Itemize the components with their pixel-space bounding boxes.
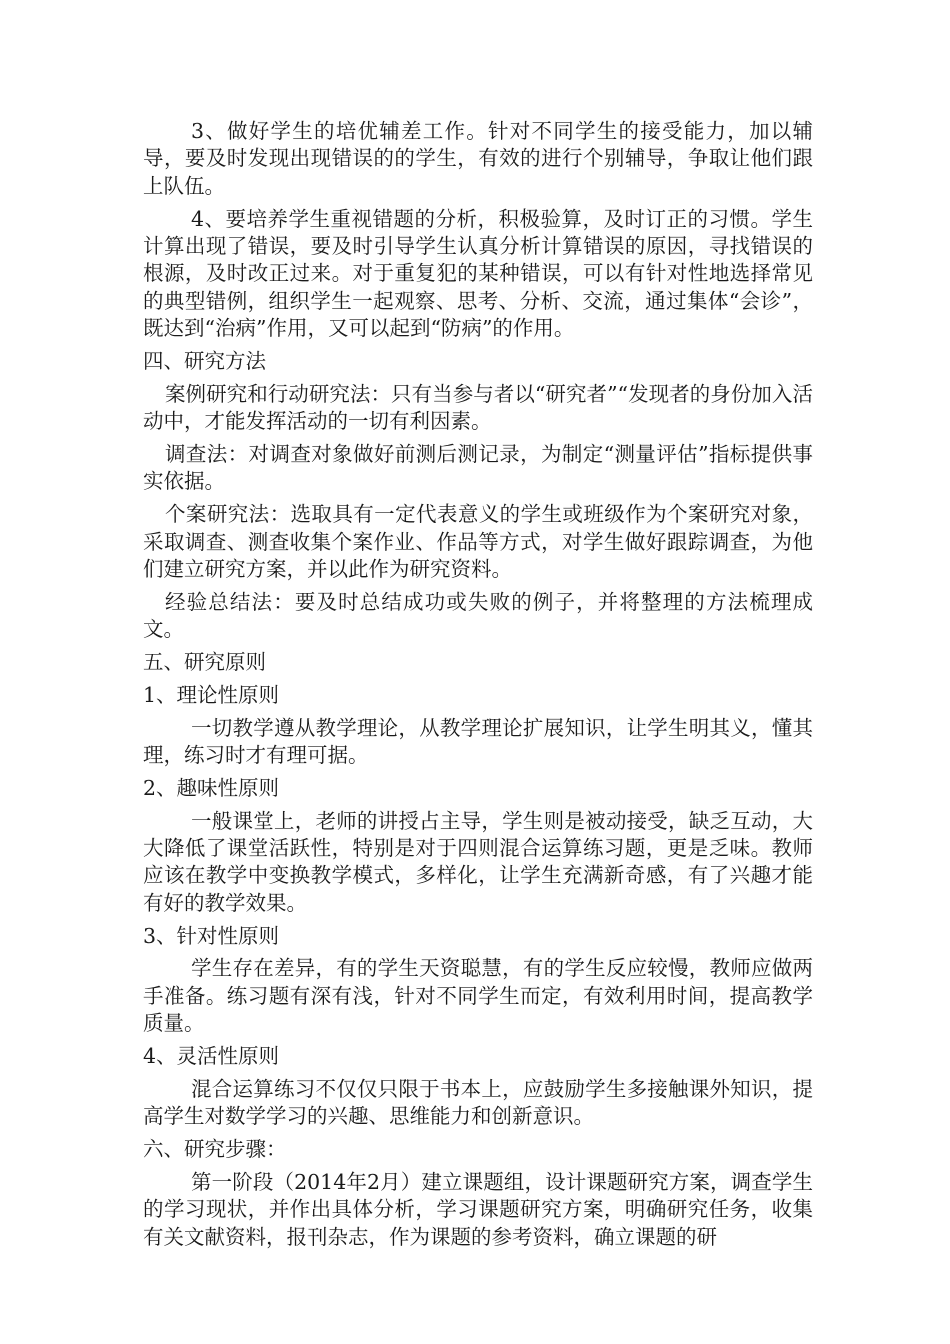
paragraph-stage-one: 第一阶段（2014年2月）建立课题组，设计课题研究方案，调查学生的学习现状，并作出具体分析，学习课题研究方案，明确研究任务，收集有关文献资料，报刊杂志，作为课题的参考资料，确立课题的研 xyxy=(143,1169,813,1249)
paragraph-theory-principle: 一切教学遵从教学理论，从教学理论扩展知识，让学生明其义，懂其理，练习时才有理可据。 xyxy=(143,715,813,768)
document-page xyxy=(143,118,813,1256)
paragraph-error-analysis: 4、要培养学生重视错题的分析，积极验算，及时订正的习惯。学生计算出现了错误，要及时引导学生认真分析计算错误的原因，寻找错误的根源，及时改正过来。对于重复犯的某种错误，可以有针对性地选择常见的典型错例，组织学生一起观察、思考、分析、交流，通过集体“会诊”，既达到“治病”作用，又可以起到“防病”的作用。 xyxy=(143,206,813,341)
paragraph-case-study-method: 案例研究和行动研究法：只有当参与者以“研究者”“发现者的身份加入活动中，才能发挥活动的一切有利因素。 xyxy=(143,381,813,434)
paragraph-interest-principle: 一般课堂上，老师的讲授占主导，学生则是被动接受，缺乏互动，大大降低了课堂活跃性，特别是对于四则混合运算练习题，更是乏味。教师应该在教学中变换教学模式，多样化，让学生充满新奇感，有了兴趣才能有好的教学效果。 xyxy=(143,808,813,915)
subheading-theory-principle: 1、理论性原则 xyxy=(143,682,280,707)
paragraph-experience-summary-method: 经验总结法：要及时总结成功或失败的例子，并将整理的方法梳理成文。 xyxy=(143,589,813,642)
subheading-flexibility-principle: 4、灵活性原则 xyxy=(143,1044,280,1069)
section-heading-methods: 四、研究方法 xyxy=(143,349,266,374)
paragraph-individual-case-method: 个案研究法：选取具有一定代表意义的学生或班级作为个案研究对象，采取调查、测查收集个案作业、作品等方式，对学生做好跟踪调查，为他们建立研究方案，并以此作为研究资料。 xyxy=(143,502,813,582)
paragraph-survey-method: 调查法：对调查对象做好前测后测记录，为制定“测量评估”指标提供事实依据。 xyxy=(143,442,813,494)
subheading-targeted-principle: 3、针对性原则 xyxy=(143,923,280,948)
section-heading-principles: 五、研究原则 xyxy=(143,650,266,675)
section-heading-steps: 六、研究步骤： xyxy=(143,1137,287,1162)
subheading-interest-principle: 2、趣味性原则 xyxy=(143,775,280,800)
paragraph-flexibility-principle: 混合运算练习不仅仅只限于书本上，应鼓励学生多接触课外知识，提高学生对数学学习的兴趣、思维能力和创新意识。 xyxy=(143,1076,813,1129)
paragraph-targeted-principle: 学生存在差异，有的学生天资聪慧，有的学生反应较慢，教师应做两手准备。练习题有深有浅，针对不同学生而定，有效利用时间，提高教学质量。 xyxy=(143,956,813,1036)
paragraph-tutoring: 3、做好学生的培优辅差工作。针对不同学生的接受能力，加以辅导，要及时发现出现错误的的学生，有效的进行个别辅导，争取让他们跟上队伍。 xyxy=(143,119,813,198)
